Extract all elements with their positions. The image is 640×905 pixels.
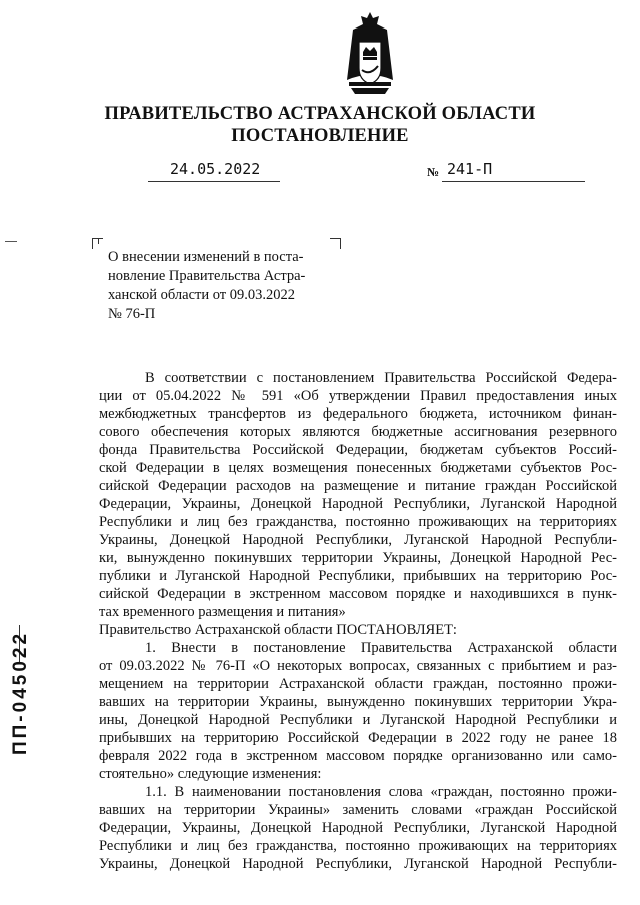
body-line: Украины, Донецкой Народной Республики, Луганской Народной Республи- [99, 532, 617, 548]
body-line: сийской Федерации в экстренном массовом порядке и находившихся в пунк- [99, 586, 617, 602]
organization-title: ПРАВИТЕЛЬСТВО АСТРАХАНСКОЙ ОБЛАСТИ [104, 104, 536, 124]
body-line: ской Федерации в целях возмещения понесенных бюджетами субъектов Рос- [99, 460, 617, 476]
body-line: ины, Донецкой Народной Республики и Луганской Народной Республики и [99, 712, 617, 728]
body-line: стоятельно» следующие изменения: [99, 766, 322, 782]
subject-line: новление Правительства Астра- [108, 268, 306, 284]
fold-mark [5, 241, 17, 242]
body-line: публики и Луганской Народной Республики, прибывших на территорию Рос- [99, 568, 617, 584]
body-line: мещением на территории Астраханской области граждан, постоянно прожи- [99, 676, 617, 692]
body-line: от 09.03.2022 № 76-П «О некоторых вопросах, связанных с прибытием и раз- [99, 658, 617, 674]
body-line: февраля 2022 года в экстренном массовом порядке организованно или само- [99, 748, 617, 764]
body-line: сового обеспечения которых являются бюджетные ассигнования резервного [99, 424, 617, 440]
body-line: ции от 05.04.2022 № 591 «Об утверждении Правил предоставления иных [99, 388, 617, 404]
number-underline [442, 181, 585, 182]
body-line: вавших на территории Украины» заменить словами «граждан Российской [99, 802, 617, 818]
body-line: Республики и лиц без гражданства, постоянно проживающих на территориях [99, 514, 617, 530]
subject-corner-left-inner [98, 238, 103, 244]
date-underline [148, 181, 280, 182]
subject-line: № 76-П [108, 306, 156, 322]
body-line: Федерации, Украины, Донецкой Народной Республики, Луганской Народной [99, 820, 617, 836]
body-line: В соответствии с постановлением Правительства Российской Федера- [145, 370, 617, 386]
body-line: Федерации, Украины, Донецкой Народной Республики, Луганской Народной [99, 496, 617, 512]
body-line: 1. Внести в постановление Правительства Астраханской области [145, 640, 617, 656]
body-line: сийской Федерации расходов на размещение и питание граждан Российской [99, 478, 617, 494]
body-line: Республики и лиц без гражданства, постоянно проживающих на территориях [99, 838, 617, 854]
document-body [99, 369, 617, 873]
subject-line: ханской области от 09.03.2022 [108, 287, 295, 303]
body-line: Правительство Астраханской области ПОСТАНОВЛЯЕТ: [99, 622, 457, 638]
body-line: тах временного размещения и питания» [99, 604, 346, 620]
side-serial-number: ПП-045022 [10, 630, 31, 755]
body-line: межбюджетных трансфертов из федерального бюджета, источником финан- [99, 406, 617, 422]
body-line: Украины, Донецкой Народной Республики, Луганской Народной Республи- [99, 856, 617, 872]
body-line: фонда Правительства Российской Федерации, бюджетам субъектов Россий- [99, 442, 617, 458]
body-line: прибывших на территорию Российской Федерации в 2022 году не ранее 18 [99, 730, 617, 746]
body-line: 1.1. В наименовании постановления слова «граждан, постоянно прожи- [145, 784, 617, 800]
body-line: ки, вынужденно покинувших территории Украины, Донецкой Народной Рес- [99, 550, 617, 566]
document-number: 241-П [447, 160, 493, 178]
document-subject [108, 248, 334, 324]
body-line: вавших на территории Украины, вынужденно покинувших территории Укра- [99, 694, 617, 710]
document-date: 24.05.2022 [170, 160, 261, 178]
number-sign: № [427, 165, 440, 179]
subject-line: О внесении изменений в поста- [108, 249, 304, 265]
coat-of-arms-icon [345, 10, 395, 96]
document-type-title: ПОСТАНОВЛЕНИЕ [231, 126, 409, 146]
